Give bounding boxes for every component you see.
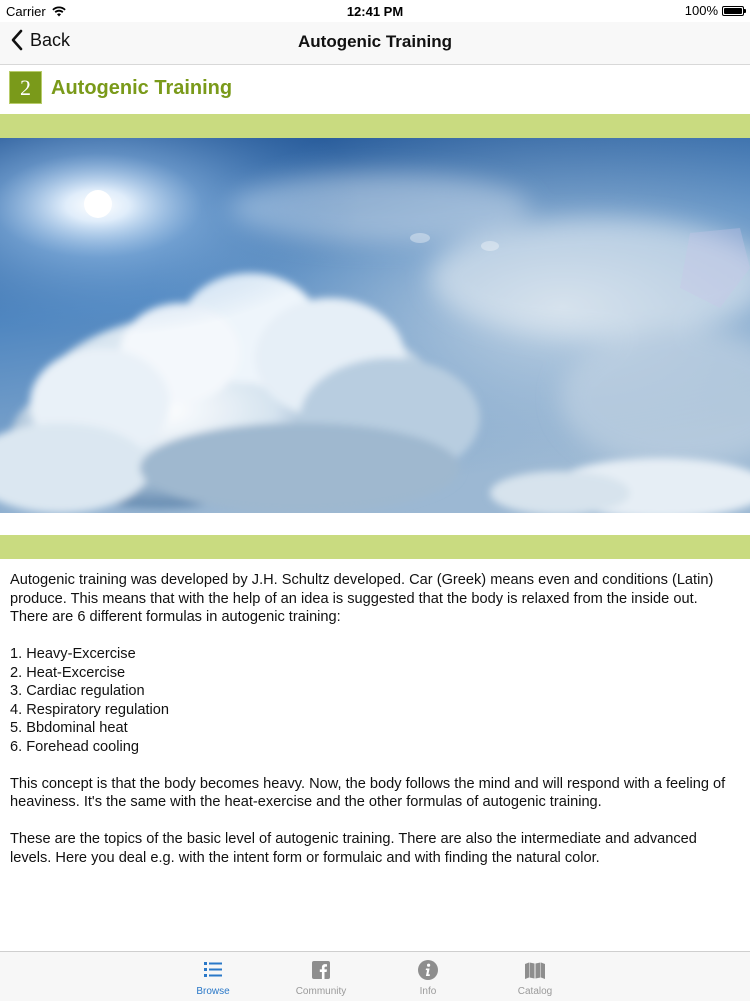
tab-info[interactable] [378, 952, 478, 1001]
list-item: 3. Cardiac regulation [10, 683, 145, 699]
tab-info-label: Info [419, 986, 437, 997]
list-item: 1. Heavy-Excercise [10, 646, 136, 662]
chapter-title: Autogenic Training [51, 77, 233, 99]
status-bar [0, 0, 750, 22]
info-icon [416, 958, 440, 982]
list-item: 4. Respiratory regulation [10, 701, 169, 718]
formulas-list [10, 645, 732, 756]
tab-catalog-label: Catalog [517, 986, 553, 997]
levels-paragraph: These are the topics of the basic level of autogenic training. There are also the intermediate and advanced levels. Here you deal e.g. with the intent form or formulaic and with finding the natural color. [10, 831, 697, 866]
chapter-number-badge: 2 [10, 72, 41, 103]
concept-paragraph: This concept is that the body becomes heavy. Now, the body follows the mind and will respond with a feeling of heaviness. It's the same with the heat-exercise and the other formulas of autogenic training. [10, 775, 726, 810]
battery-icon [722, 6, 744, 16]
tab-bar [0, 951, 750, 1001]
battery-percent: 100% [684, 3, 718, 18]
tab-catalog[interactable] [485, 952, 585, 1001]
status-time: 12:41 PM [346, 4, 404, 19]
tab-community[interactable] [271, 952, 371, 1001]
navigation-bar [0, 22, 750, 65]
divider-band-top [0, 114, 750, 138]
hero-sky-image [0, 138, 750, 513]
list-item: 2. Heat-Excercise [10, 664, 126, 681]
list-item: 6. Forehead cooling [10, 738, 139, 755]
tab-browse-label: Browse [196, 986, 230, 997]
tab-community-label: Community [295, 986, 347, 997]
divider-band-bottom [0, 535, 750, 559]
back-label: Back [30, 29, 71, 50]
nav-title: Autogenic Training [298, 32, 452, 51]
tab-browse[interactable] [163, 952, 263, 1001]
article-body [10, 571, 732, 886]
books-icon [523, 958, 547, 982]
list-icon [201, 958, 225, 982]
intro-paragraph: Autogenic training was developed by J.H. Schultz developed. Car (Greek) means even and conditions (Latin) produce. This means that with the help of an idea is suggested that the body is relaxed from the inside out. There are 6 different formulas in autogenic training: [10, 572, 714, 625]
battery-indicator [685, 3, 744, 18]
chapter-header [0, 65, 750, 113]
carrier-label: Carrier [6, 4, 46, 19]
list-item: 5. Bbdominal heat [10, 720, 128, 736]
facebook-icon [309, 958, 333, 982]
